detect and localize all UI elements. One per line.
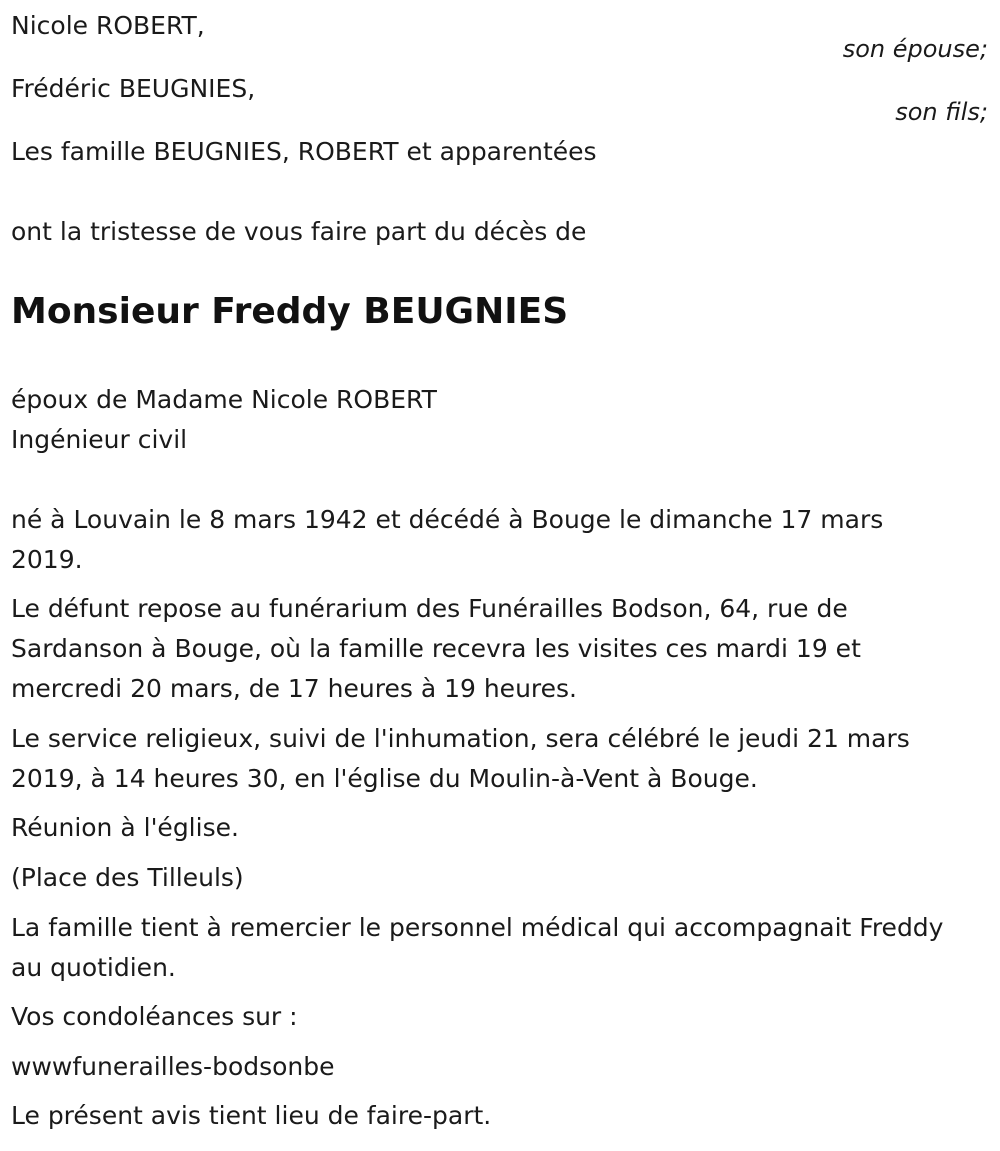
condolences-label: Vos condoléances sur : bbox=[11, 1002, 298, 1031]
thanks-paragraph: La famille tient à remercier le personnel médical qui accompagnait Freddy au quotidien. bbox=[11, 913, 944, 982]
spouse-role: son épouse; bbox=[842, 35, 988, 63]
place-line: (Place des Tilleuls) bbox=[11, 863, 244, 892]
profession: Ingénieur civil bbox=[11, 425, 188, 454]
website-link[interactable]: wwwfunerailles-bodsonbe bbox=[11, 1052, 335, 1081]
reunion-line: Réunion à l'église. bbox=[11, 813, 239, 842]
spouse-name: Nicole ROBERT, bbox=[11, 11, 205, 40]
families-line: Les famille BEUGNIES, ROBERT et apparentées bbox=[11, 137, 597, 166]
spouse-of: époux de Madame Nicole ROBERT bbox=[11, 385, 437, 414]
funerarium-paragraph: Le défunt repose au funérarium des Funérailles Bodson, 64, rue de Sardanson à Bouge, où la famille recevra les visites ces mardi 19 et mercredi 20 mars, de 17 heures à 19 heures. bbox=[11, 594, 861, 703]
notice-line: Le présent avis tient lieu de faire-part. bbox=[11, 1101, 492, 1130]
birth-death-paragraph: né à Louvain le 8 mars 1942 et décédé à Bouge le dimanche 17 mars 2019. bbox=[11, 505, 884, 574]
son-role: son fils; bbox=[895, 98, 988, 126]
service-paragraph: Le service religieux, suivi de l'inhumation, sera célébré le jeudi 21 mars 2019, à 14 heures 30, en l'église du Moulin-à-Vent à Bouge. bbox=[11, 724, 910, 793]
announcement: ont la tristesse de vous faire part du décès de bbox=[11, 217, 587, 246]
son-name: Frédéric BEUGNIES, bbox=[11, 74, 256, 103]
deceased-name: Monsieur Freddy BEUGNIES bbox=[11, 291, 569, 332]
